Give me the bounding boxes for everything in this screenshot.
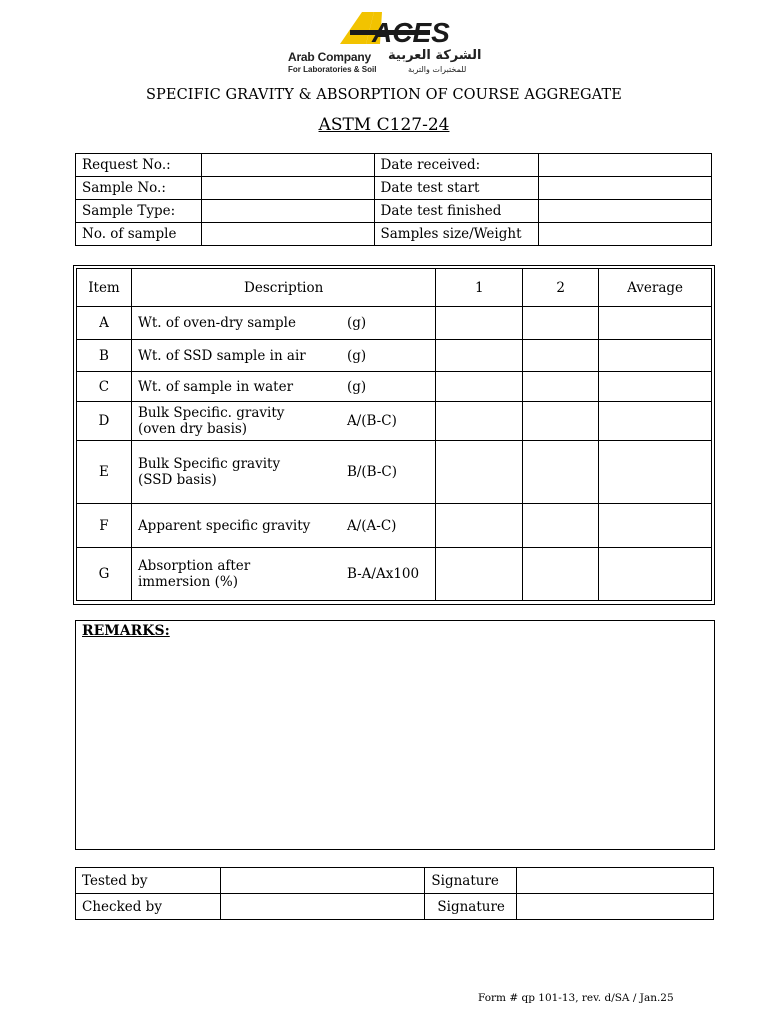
desc-line-2: immersion (%)	[137, 574, 239, 590]
signature-row	[76, 868, 714, 894]
header-row	[77, 269, 712, 307]
sample-info-table	[75, 153, 712, 246]
info-label: Sample Type:	[76, 200, 202, 223]
table-row	[77, 402, 712, 441]
row-unit: (g)	[346, 315, 367, 331]
row-description	[131, 372, 435, 402]
signature-row	[76, 894, 714, 920]
form-footer: Form # qp 101-13, rev. d/SA / Jan.25	[478, 992, 674, 1004]
sample-type-field[interactable]	[201, 200, 374, 223]
desc-line: Bulk Specific. gravity	[137, 405, 285, 421]
average-cell[interactable]	[599, 372, 712, 402]
table-row	[77, 307, 712, 340]
header-average: Average	[599, 269, 712, 307]
info-row	[76, 154, 712, 177]
average-cell[interactable]	[599, 548, 712, 601]
company-name-en: Arab Company	[288, 50, 371, 64]
row-formula: B/(B-C)	[346, 464, 398, 480]
info-label: Sample No.:	[76, 177, 202, 200]
value-2-cell[interactable]	[523, 402, 599, 441]
desc-line-2: (SSD basis)	[137, 472, 217, 488]
info-row	[76, 177, 712, 200]
desc-line: Wt. of oven-dry sample	[137, 315, 296, 332]
average-cell[interactable]	[599, 441, 712, 504]
table-row	[77, 441, 712, 504]
row-formula: B-A/Ax100	[346, 566, 420, 582]
info-label: Date test start	[374, 177, 539, 200]
company-sub-ar: للمختبرات والتربة	[408, 65, 467, 74]
desc-line: Wt. of SSD sample in air	[137, 347, 306, 364]
remarks-box[interactable]	[75, 620, 715, 850]
value-1-cell[interactable]	[436, 504, 523, 548]
signature-table	[75, 867, 714, 920]
standard-title: ASTM C127-24	[318, 115, 450, 135]
sample-size-field[interactable]	[539, 223, 712, 246]
company-logo	[288, 8, 488, 78]
row-unit: (g)	[346, 378, 367, 395]
value-2-cell[interactable]	[523, 307, 599, 340]
info-label: Date received:	[374, 154, 539, 177]
table-row	[77, 504, 712, 548]
value-2-cell[interactable]	[523, 340, 599, 372]
tested-by-field[interactable]	[220, 868, 425, 894]
date-test-finished-field[interactable]	[539, 200, 712, 223]
row-formula: A/(A-C)	[346, 517, 397, 534]
row-item: D	[77, 402, 132, 441]
row-item: F	[77, 504, 132, 548]
row-description	[131, 441, 435, 504]
value-1-cell[interactable]	[436, 548, 523, 601]
date-received-field[interactable]	[539, 154, 712, 177]
signature-label: Signature	[425, 894, 517, 920]
signature-field[interactable]	[517, 868, 714, 894]
row-description	[131, 402, 435, 441]
value-1-cell[interactable]	[436, 340, 523, 372]
value-2-cell[interactable]	[523, 441, 599, 504]
desc-line: Bulk Specific gravity	[137, 456, 281, 472]
info-label: Samples size/Weight	[374, 223, 539, 246]
request-no-field[interactable]	[201, 154, 374, 177]
row-unit: (g)	[346, 347, 367, 364]
header-description: Description	[131, 269, 435, 307]
desc-line: Wt. of sample in water	[137, 378, 294, 395]
no-of-sample-field[interactable]	[201, 223, 374, 246]
value-1-cell[interactable]	[436, 402, 523, 441]
signature-field[interactable]	[517, 894, 714, 920]
table-row	[77, 548, 712, 601]
value-1-cell[interactable]	[436, 441, 523, 504]
header-trial-1: 1	[436, 269, 523, 307]
form-title: SPECIFIC GRAVITY & ABSORPTION OF COURSE AGGREGATE	[146, 87, 622, 103]
row-description	[131, 548, 435, 601]
value-2-cell[interactable]	[523, 504, 599, 548]
desc-line: Absorption after	[137, 558, 251, 574]
row-description	[131, 340, 435, 372]
test-results-table	[76, 268, 712, 601]
average-cell[interactable]	[599, 307, 712, 340]
row-item: E	[77, 441, 132, 504]
aces-logo-icon	[336, 8, 450, 48]
value-2-cell[interactable]	[523, 548, 599, 601]
info-label: No. of sample	[76, 223, 202, 246]
average-cell[interactable]	[599, 402, 712, 441]
header-item: Item	[77, 269, 132, 307]
header-trial-2: 2	[523, 269, 599, 307]
row-item: C	[77, 372, 132, 402]
value-1-cell[interactable]	[436, 307, 523, 340]
row-item: B	[77, 340, 132, 372]
value-1-cell[interactable]	[436, 372, 523, 402]
average-cell[interactable]	[599, 504, 712, 548]
desc-line-2: (oven dry basis)	[137, 421, 248, 437]
tested-by-label: Tested by	[76, 868, 221, 894]
company-sub-en: For Laboratories & Soil	[288, 65, 377, 74]
row-formula: A/(B-C)	[346, 413, 397, 429]
test-results-frame	[73, 265, 715, 605]
info-label: Request No.:	[76, 154, 202, 177]
checked-by-label: Checked by	[76, 894, 221, 920]
table-row	[77, 372, 712, 402]
table-row	[77, 340, 712, 372]
logo-brand-text: ACES	[372, 17, 450, 48]
company-name-ar: الشركة العربية	[388, 48, 482, 63]
checked-by-field[interactable]	[220, 894, 425, 920]
row-item: A	[77, 307, 132, 340]
info-label: Date test finished	[374, 200, 539, 223]
date-test-start-field[interactable]	[539, 177, 712, 200]
info-row	[76, 223, 712, 246]
remarks-label: REMARKS:	[82, 623, 170, 639]
desc-line: Apparent specific gravity	[137, 517, 311, 534]
average-cell[interactable]	[599, 340, 712, 372]
row-description	[131, 307, 435, 340]
value-2-cell[interactable]	[523, 372, 599, 402]
row-description	[131, 504, 435, 548]
info-row	[76, 200, 712, 223]
row-item: G	[77, 548, 132, 601]
signature-label: Signature	[425, 868, 517, 894]
sample-no-field[interactable]	[201, 177, 374, 200]
